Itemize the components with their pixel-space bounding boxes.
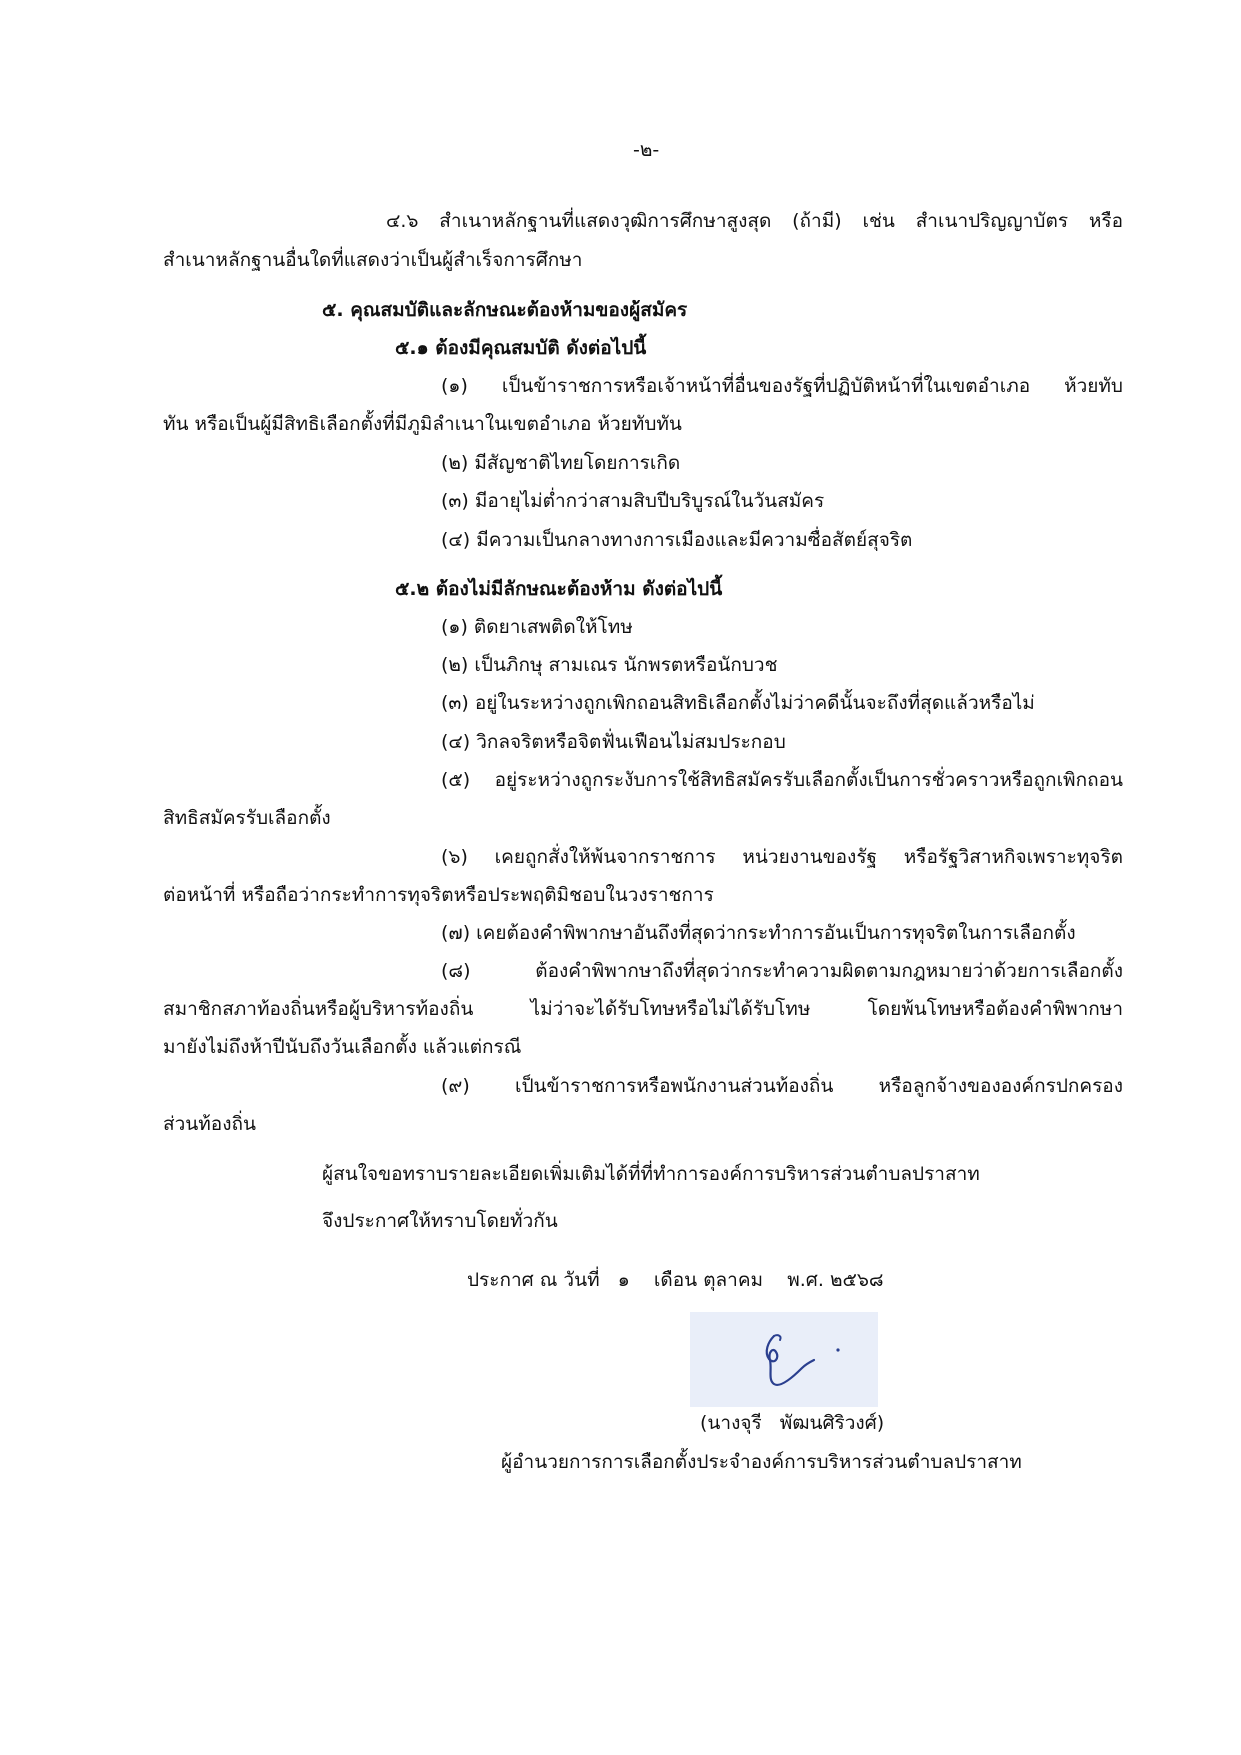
page-number: -๒- (633, 139, 660, 161)
prohib-item-8-line-3: มายังไม่ถึงห้าปีนับถึงวันเลือกตั้ง แล้วแต่กรณี (163, 1036, 522, 1058)
prohib-item-3: (๓) อยู่ในระหว่างถูกเพิกถอนสิทธิเลือกตั้งไม่ว่าคดีนั้นจะถึงที่สุดแล้วหรือไม่ (441, 692, 1035, 714)
section-4-6-line-1: ๔.๖ สำเนาหลักฐานที่แสดงวุฒิการศึกษาสูงสุด (ถ้ามี) เช่น สำเนาปริญญาบัตร หรือ (386, 210, 1123, 232)
prohib-item-8-line-1: (๘) ต้องคำพิพากษาถึงที่สุดว่ากระทำความผิดตามกฎหมายว่าด้วยการเลือกตั้ง (441, 960, 1123, 982)
signature-scribble (690, 1312, 878, 1407)
signer-position: ผู้อำนวยการการเลือกตั้งประจำองค์การบริหารส่วนตำบลปราสาท (501, 1451, 1022, 1473)
announcement-date: ประกาศ ณ วันที่ ๑ เดือน ตุลาคม พ.ศ. ๒๕๖๘ (467, 1269, 884, 1291)
prohib-item-9-line-2: ส่วนท้องถิ่น (163, 1113, 256, 1135)
qual-item-1-line-1: (๑) เป็นข้าราชการหรือเจ้าหน้าที่อื่นของรัฐที่ปฏิบัติหน้าที่ในเขตอำเภอ ห้วยทับ (441, 375, 1123, 397)
qual-item-2: (๒) มีสัญชาติไทยโดยการเกิด (441, 452, 681, 474)
announce-line: จึงประกาศให้ทราบโดยทั่วกัน (322, 1210, 558, 1232)
prohib-item-6-line-2: ต่อหน้าที่ หรือถือว่ากระทำการทุจริตหรือประพฤติมิชอบในวงราชการ (163, 884, 714, 906)
prohib-item-5-line-2: สิทธิสมัครรับเลือกตั้ง (163, 807, 331, 829)
contact-line: ผู้สนใจขอทราบรายละเอียดเพิ่มเติมได้ที่ที่ทำการองค์การบริหารส่วนตำบลปราสาท (322, 1163, 980, 1185)
prohib-item-2: (๒) เป็นภิกษุ สามเณร นักพรตหรือนักบวช (441, 654, 778, 676)
signer-name: (นางจุรี พัฒนศิริวงศ์) (700, 1412, 885, 1434)
section-5-heading: ๕. คุณสมบัติและลักษณะต้องห้ามของผู้สมัคร (322, 299, 688, 321)
qual-item-1-line-2: ทัน หรือเป็นผู้มีสิทธิเลือกตั้งที่มีภูมิลำเนาในเขตอำเภอ ห้วยทับทัน (163, 413, 682, 435)
prohib-item-9-line-1: (๙) เป็นข้าราชการหรือพนักงานส่วนท้องถิ่น หรือลูกจ้างขององค์กรปกครอง (441, 1075, 1123, 1097)
prohib-item-5-line-1: (๕) อยู่ระหว่างถูกระงับการใช้สิทธิสมัครรับเลือกตั้งเป็นการชั่วคราวหรือถูกเพิกถอน (441, 769, 1123, 791)
prohib-item-1: (๑) ติดยาเสพติดให้โทษ (441, 616, 633, 638)
section-5-1-heading: ๕.๑ ต้องมีคุณสมบัติ ดังต่อไปนี้ (395, 337, 647, 359)
signature-image (690, 1312, 878, 1407)
prohib-item-8-line-2: สมาชิกสภาท้องถิ่นหรือผู้บริหารท้องถิ่น ไม่ว่าจะได้รับโทษหรือไม่ได้รับโทษ โดยพ้นโทษหรือต้องคำพิพากษา (163, 998, 1123, 1020)
prohib-item-7: (๗) เคยต้องคำพิพากษาอันถึงที่สุดว่ากระทำการอันเป็นการทุจริตในการเลือกตั้ง (441, 922, 1076, 944)
qual-item-4: (๔) มีความเป็นกลางทางการเมืองและมีความซื่อสัตย์สุจริต (441, 529, 913, 551)
prohib-item-6-line-1: (๖) เคยถูกสั่งให้พ้นจากราชการ หน่วยงานของรัฐ หรือรัฐวิสาหกิจเพราะทุจริต (441, 846, 1123, 868)
section-4-6-line-2: สำเนาหลักฐานอื่นใดที่แสดงว่าเป็นผู้สำเร็จการศึกษา (163, 249, 583, 271)
section-5-2-heading: ๕.๒ ต้องไม่มีลักษณะต้องห้าม ดังต่อไปนี้ (395, 578, 723, 600)
prohib-item-4: (๔) วิกลจริตหรือจิตฟั่นเฟือนไม่สมประกอบ (441, 731, 786, 753)
qual-item-3: (๓) มีอายุไม่ต่ำกว่าสามสิบปีบริบูรณ์ในวันสมัคร (441, 490, 825, 512)
